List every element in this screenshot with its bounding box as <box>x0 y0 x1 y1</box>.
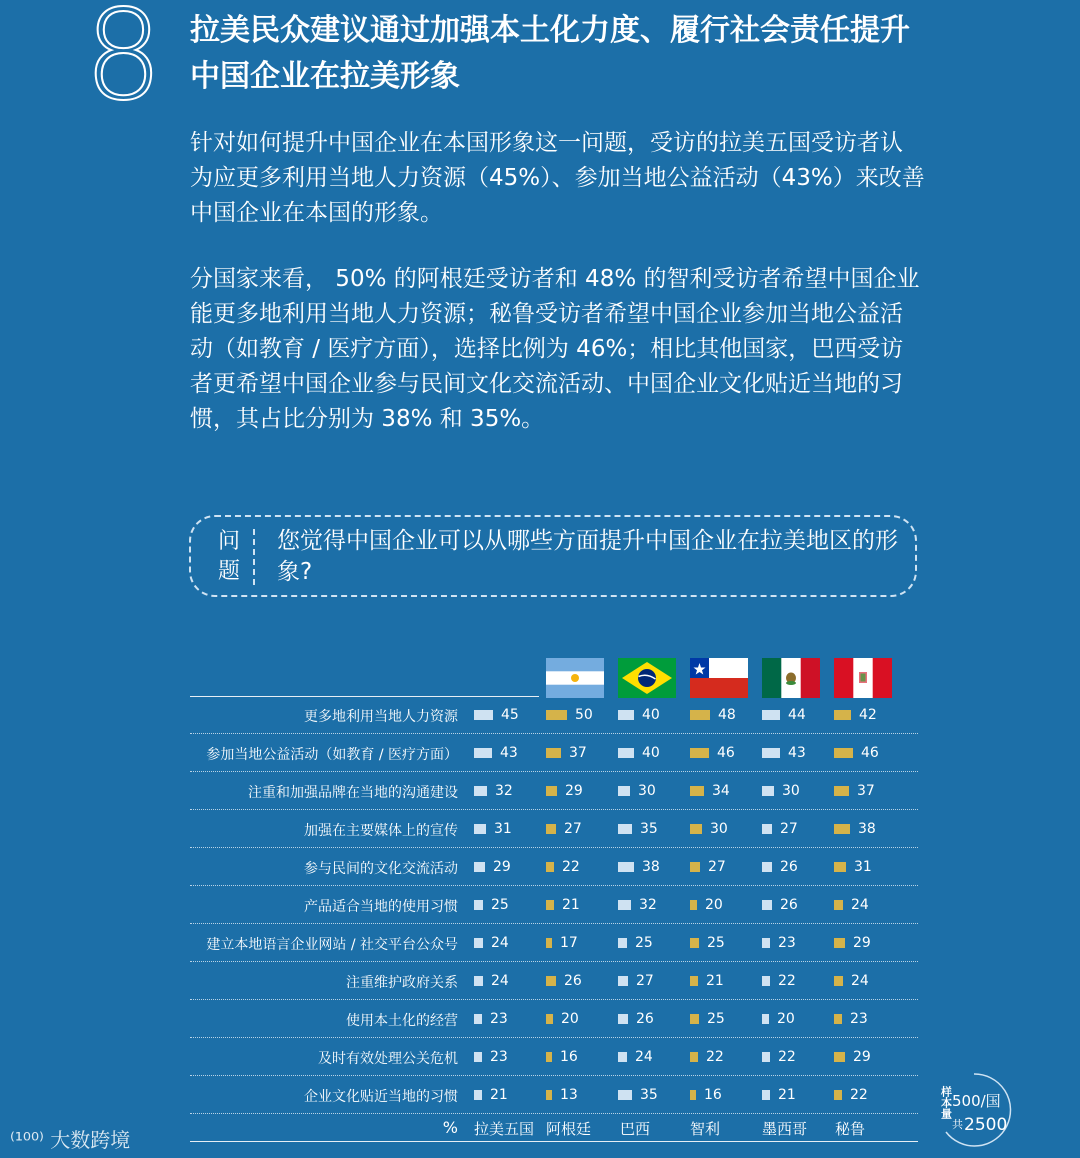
column-header-brazil: 巴西 <box>620 1120 651 1138</box>
value-bar <box>546 976 556 986</box>
row-label: 注重维护政府关系 <box>346 975 458 991</box>
value-bar <box>834 786 849 796</box>
value-bar <box>618 824 632 834</box>
value-bar <box>834 824 850 834</box>
value-label: 25 <box>635 935 653 951</box>
value-label: 26 <box>636 1011 654 1027</box>
value-bar <box>690 824 702 834</box>
value-bar <box>762 1090 770 1100</box>
value-label: 38 <box>642 859 660 875</box>
row-label: 及时有效处理公关危机 <box>318 1051 458 1067</box>
table-row <box>190 696 918 734</box>
section-number: 8 <box>84 0 163 128</box>
question-label: 问题 <box>217 529 240 584</box>
row-label: 参加当地公益活动（如教育 / 医疗方面） <box>206 747 458 763</box>
value-label: 32 <box>495 783 513 799</box>
value-bar <box>618 862 634 872</box>
question-text: 您觉得中国企业可以从哪些方面提升中国企业在拉美地区的形象? <box>277 528 898 585</box>
value-label: 29 <box>853 935 871 951</box>
section-title: 拉美民众建议通过加强本土化力度、履行社会责任提升中国企业在拉美形象 <box>190 13 910 94</box>
value-bar <box>618 748 634 758</box>
sample-label: 样本量 <box>939 1086 953 1119</box>
row-separator <box>190 961 918 962</box>
brazil-flag-icon <box>618 658 676 698</box>
table-row <box>190 1038 918 1076</box>
value-bar <box>834 938 845 948</box>
value-label: 20 <box>705 897 723 913</box>
table-row <box>190 810 918 848</box>
value-bar <box>834 900 843 910</box>
chile-flag-icon <box>690 658 748 698</box>
row-label: 更多地利用当地人力资源 <box>304 709 458 725</box>
value-bar <box>762 710 780 720</box>
value-bar <box>618 1014 628 1024</box>
value-bar <box>762 748 780 758</box>
question-divider <box>253 529 255 585</box>
value-label: 23 <box>778 935 796 951</box>
value-bar <box>690 938 699 948</box>
value-label: 32 <box>639 897 657 913</box>
table-row <box>190 734 918 772</box>
value-label: 30 <box>710 821 728 837</box>
value-label: 27 <box>636 973 654 989</box>
value-label: 35 <box>640 821 658 837</box>
row-separator <box>190 999 918 1000</box>
row-separator <box>190 847 918 848</box>
value-bar <box>546 710 567 720</box>
value-bar <box>618 786 630 796</box>
value-bar <box>762 786 774 796</box>
value-bar <box>474 1052 482 1062</box>
row-separator <box>190 923 918 924</box>
value-label: 23 <box>490 1049 508 1065</box>
table-row <box>190 1076 918 1114</box>
value-label: 27 <box>780 821 798 837</box>
value-label: 42 <box>859 707 877 723</box>
value-bar <box>618 1090 632 1100</box>
value-label: 26 <box>780 897 798 913</box>
value-label: 29 <box>565 783 583 799</box>
value-bar <box>474 786 487 796</box>
brand-logo <box>10 1124 130 1153</box>
value-bar <box>618 900 631 910</box>
value-label: 24 <box>491 973 509 989</box>
value-label: 16 <box>560 1049 578 1065</box>
row-separator <box>190 885 918 886</box>
column-header-mexico: 墨西哥 <box>762 1120 808 1138</box>
value-bar <box>546 862 554 872</box>
value-label: 22 <box>778 1049 796 1065</box>
intro-paragraph: 针对如何提升中国企业在本国形象这一问题，受访的拉美五国受访者认为应更多利用当地人力资源（45%）、参加当地公益活动（43%）来改善中国企业在本国的形象。 <box>190 130 925 226</box>
value-label: 43 <box>788 745 806 761</box>
value-label: 46 <box>861 745 879 761</box>
logo-text: 大数跨境 <box>50 1128 131 1152</box>
value-label: 43 <box>500 745 518 761</box>
value-bar <box>690 1052 698 1062</box>
column-header-chile: 智利 <box>690 1120 721 1138</box>
value-bar <box>474 976 483 986</box>
row-label: 使用本土化的经营 <box>346 1013 458 1029</box>
value-bar <box>546 824 556 834</box>
value-label: 40 <box>642 707 660 723</box>
sample-total: 2500 <box>964 1115 1008 1135</box>
value-label: 24 <box>491 935 509 951</box>
value-bar <box>618 938 627 948</box>
column-header-argentina: 阿根廷 <box>546 1120 592 1138</box>
value-label: 44 <box>788 707 806 723</box>
value-bar <box>690 710 710 720</box>
value-label: 24 <box>851 973 869 989</box>
value-label: 29 <box>493 859 511 875</box>
value-label: 25 <box>707 935 725 951</box>
value-label: 31 <box>854 859 872 875</box>
table-row <box>190 924 918 962</box>
row-separator <box>190 809 918 810</box>
value-label: 22 <box>850 1087 868 1103</box>
value-label: 25 <box>707 1011 725 1027</box>
value-label: 37 <box>569 745 587 761</box>
sample-total-prefix: 共 <box>952 1118 963 1131</box>
column-header-latam: 拉美五国 <box>474 1120 535 1138</box>
row-separator <box>190 771 918 772</box>
value-bar <box>762 900 772 910</box>
value-label: 26 <box>780 859 798 875</box>
value-label: 23 <box>490 1011 508 1027</box>
value-label: 21 <box>490 1087 508 1103</box>
value-bar <box>762 938 770 948</box>
value-label: 45 <box>501 707 519 723</box>
value-bar <box>762 824 772 834</box>
value-label: 46 <box>717 745 735 761</box>
value-label: 48 <box>718 707 736 723</box>
value-bar <box>834 1052 845 1062</box>
value-bar <box>690 976 698 986</box>
value-label: 24 <box>635 1049 653 1065</box>
value-bar <box>546 1090 552 1100</box>
sample-per-country: 500/国 <box>952 1092 1001 1110</box>
value-label: 16 <box>704 1087 722 1103</box>
value-bar <box>690 900 697 910</box>
value-label: 27 <box>564 821 582 837</box>
row-label: 建立本地语言企业网站 / 社交平台公众号 <box>206 937 458 953</box>
table-row <box>190 886 918 924</box>
value-bar <box>474 710 493 720</box>
value-label: 30 <box>782 783 800 799</box>
value-label: 35 <box>640 1087 658 1103</box>
value-label: 20 <box>777 1011 795 1027</box>
row-label: 产品适合当地的使用习惯 <box>304 899 458 915</box>
value-label: 29 <box>853 1049 871 1065</box>
value-label: 40 <box>642 745 660 761</box>
value-bar <box>546 786 557 796</box>
row-separator <box>190 1075 918 1076</box>
value-label: 38 <box>858 821 876 837</box>
value-bar <box>618 976 628 986</box>
value-label: 27 <box>708 859 726 875</box>
row-separator <box>190 733 918 734</box>
value-label: 17 <box>560 935 578 951</box>
value-bar <box>834 1014 842 1024</box>
value-bar <box>690 1090 696 1100</box>
table-row <box>190 1000 918 1038</box>
value-bar <box>474 1090 482 1100</box>
row-label: 企业文化贴近当地的习惯 <box>304 1089 458 1105</box>
table-bottom-line <box>190 1141 918 1142</box>
value-bar <box>834 748 853 758</box>
logo-icon: ⁽¹⁰⁰⁾ <box>10 1128 44 1152</box>
value-bar <box>474 824 486 834</box>
value-bar <box>546 1014 553 1024</box>
value-bar <box>762 1052 770 1062</box>
column-header-peru: 秘鲁 <box>835 1120 866 1138</box>
value-bar <box>546 938 552 948</box>
value-label: 21 <box>562 897 580 913</box>
value-bar <box>546 900 554 910</box>
row-separator <box>190 1037 918 1038</box>
value-bar <box>474 900 483 910</box>
row-label: 加强在主要媒体上的宣传 <box>304 823 458 839</box>
value-label: 22 <box>778 973 796 989</box>
table-row <box>190 772 918 810</box>
detail-paragraph: 分国家来看， 50% 的阿根廷受访者和 48% 的智利受访者希望中国企业能更多地利用当地人力资源；秘鲁受访者希望中国企业参加当地公益活动（如教育 / 医疗方面），选择比例为 46%；相比其他国家，巴西受访者更希望中国企业参与民间文化交流活动、中国企业文化贴近当地的习惯，其占比分别为 38% 和 35%。 <box>190 266 920 432</box>
value-label: 31 <box>494 821 512 837</box>
value-label: 20 <box>561 1011 579 1027</box>
table-header-row <box>190 1114 918 1140</box>
value-bar <box>546 1052 552 1062</box>
value-bar <box>474 748 492 758</box>
value-label: 25 <box>491 897 509 913</box>
value-bar <box>834 976 843 986</box>
value-bar <box>762 1014 769 1024</box>
value-bar <box>474 862 485 872</box>
value-label: 37 <box>857 783 875 799</box>
value-label: 26 <box>564 973 582 989</box>
row-label: 参与民间的文化交流活动 <box>304 861 458 877</box>
value-bar <box>618 1052 627 1062</box>
value-label: 24 <box>851 897 869 913</box>
value-label: 34 <box>712 783 730 799</box>
sample-size-badge <box>934 1070 1014 1150</box>
row-label: 注重和加强品牌在当地的沟通建设 <box>248 785 458 801</box>
value-bar <box>618 710 634 720</box>
value-bar <box>690 1014 699 1024</box>
value-bar <box>762 976 770 986</box>
mexico-flag-icon <box>762 658 820 698</box>
value-label: 30 <box>638 783 656 799</box>
value-label: 22 <box>706 1049 724 1065</box>
value-bar <box>690 748 709 758</box>
value-bar <box>834 1090 842 1100</box>
question-box <box>189 515 917 597</box>
value-bar <box>834 710 851 720</box>
value-bar <box>690 862 700 872</box>
argentina-flag-icon <box>546 658 604 698</box>
value-bar <box>762 862 772 872</box>
unit-label: % <box>442 1118 458 1137</box>
value-label: 22 <box>562 859 580 875</box>
value-bar <box>834 862 846 872</box>
value-label: 21 <box>778 1087 796 1103</box>
value-bar <box>474 938 483 948</box>
table-row <box>190 962 918 1000</box>
value-label: 21 <box>706 973 724 989</box>
value-label: 50 <box>575 707 593 723</box>
value-label: 13 <box>560 1087 578 1103</box>
value-bar <box>546 748 561 758</box>
value-label: 23 <box>850 1011 868 1027</box>
table-row <box>190 848 918 886</box>
value-bar <box>474 1014 482 1024</box>
value-bar <box>690 786 704 796</box>
peru-flag-icon <box>834 658 892 698</box>
